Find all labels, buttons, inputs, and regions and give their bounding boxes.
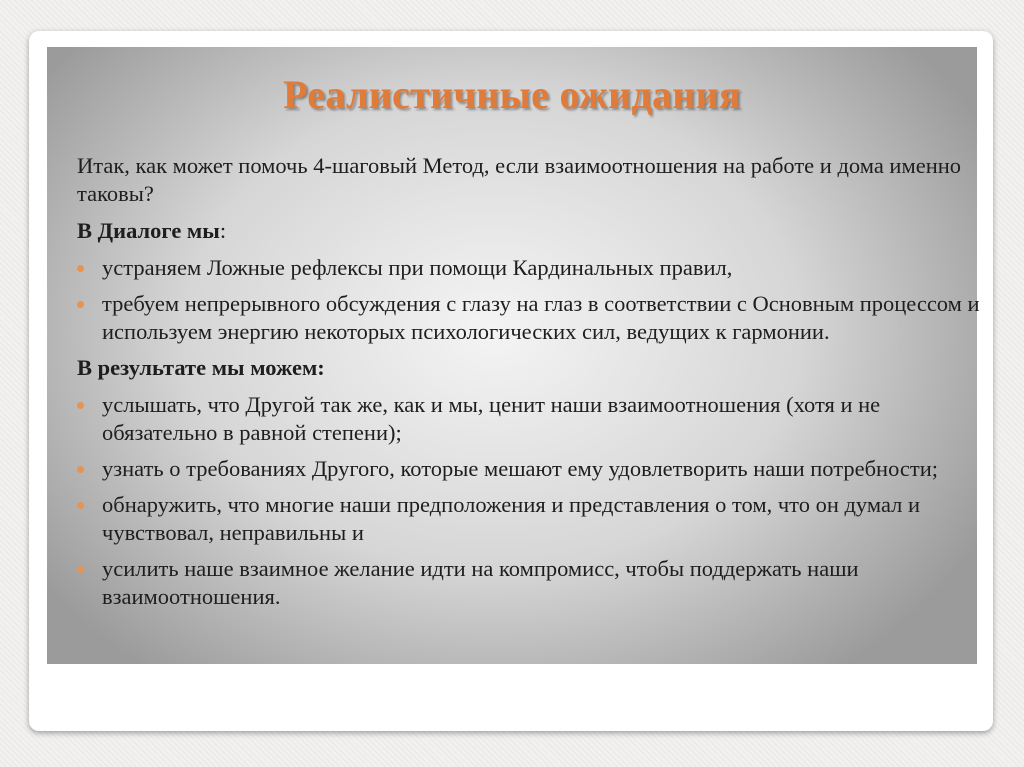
- intro-text: Итак, как может помочь 4-шаговый Метод, если взаимоотношения на работе и дома именно таковы?: [77, 153, 962, 206]
- bullet-text: усилить наше взаимное желание идти на компромисс, чтобы поддержать наши взаимоотношения.: [102, 556, 859, 609]
- bullet-dot-icon: [77, 265, 84, 272]
- list-item: [77, 491, 982, 547]
- bullet-text: устраняем Ложные рефлексы при помощи Кардинальных правил,: [102, 255, 733, 280]
- bullet-text: требуем непрерывного обсуждения с глазу на глаз в соответствии с Основным процессом и используем энергию некоторых психологических сил, ведущих к гармонии.: [102, 291, 980, 344]
- result-heading: В результате мы можем:: [77, 355, 325, 380]
- bullet-dot-icon: [77, 502, 84, 509]
- list-item: [77, 555, 982, 611]
- slide-body: [77, 152, 982, 619]
- dialog-heading-colon: :: [219, 218, 227, 243]
- list-item: [77, 254, 982, 282]
- bullet-text: услышать, что Другой так же, как и мы, ценит наши взаимоотношения (хотя и не обязательно в равной степени);: [102, 392, 881, 445]
- dialog-heading-bold: В Диалоге мы: [77, 218, 220, 243]
- bullet-dot-icon: [77, 402, 84, 409]
- list-item: [77, 455, 982, 483]
- list-item: [77, 391, 982, 447]
- slide-title: Реалистичные ожидания: [283, 72, 741, 117]
- bullet-dot-icon: [77, 466, 84, 473]
- bullet-dot-icon: [77, 301, 84, 308]
- list-item: [77, 290, 982, 346]
- dialog-heading: [77, 217, 982, 245]
- bullet-text: узнать о требованиях Другого, которые мешают ему удовлетворить наши потребности;: [102, 456, 938, 481]
- bullet-text: обнаружить, что многие наши предположения и представления о том, что он думал и чувствовал, неправильны и: [102, 492, 921, 545]
- bullet-dot-icon: [77, 566, 84, 573]
